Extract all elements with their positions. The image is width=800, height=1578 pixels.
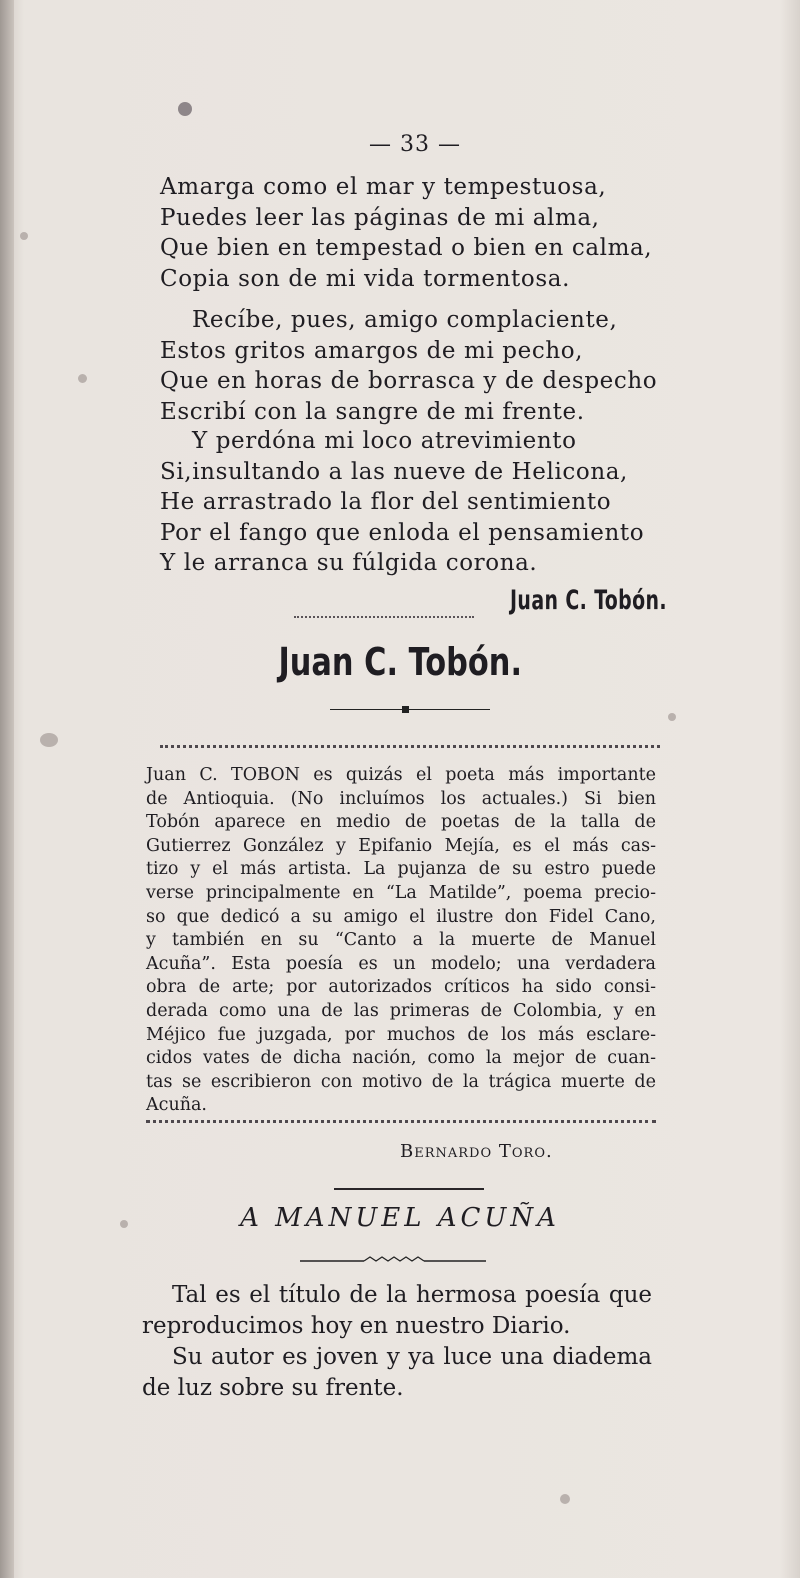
prose-line: Méjico fue juzgada, por muchos de los más esclare-	[146, 1024, 656, 1045]
poem-stanza-1	[160, 172, 652, 294]
biography-paragraph	[146, 764, 656, 1118]
wavy-divider-wave	[364, 1257, 424, 1261]
poem-line: Copia son de mi vida tormentosa.	[160, 265, 570, 292]
author-first-name: Bernardo	[400, 1141, 493, 1162]
article-line: Su autor es joven y ya luce una diadema	[172, 1344, 652, 1370]
paper-speck	[668, 713, 676, 721]
prose-line: y también en su “Canto a la muerte de Manuel	[146, 930, 656, 951]
poem-stanza-2	[160, 305, 657, 427]
paper-speck	[78, 374, 87, 383]
article-title: A MANUEL ACUÑA	[240, 1203, 560, 1233]
article-line: de luz sobre su frente.	[142, 1375, 404, 1401]
poem-line: Puedes leer las páginas de mi alma,	[160, 204, 600, 231]
poem-line: Recíbe, pues, amigo complaciente,	[192, 307, 618, 333]
biography-author	[400, 1141, 553, 1162]
page-number: — 33 —	[369, 132, 461, 157]
title-rule	[334, 1188, 484, 1190]
poem-line: Por el fango que enloda el pensamiento	[160, 519, 645, 546]
ornament-line-right	[409, 709, 490, 710]
prose-line: derada como una de las primeras de Colombia, y en	[146, 1000, 656, 1021]
dotted-divider	[294, 616, 474, 618]
section-heading	[0, 640, 800, 684]
prose-line: Juan C. TOBON es quizás el poeta más importante	[146, 765, 656, 785]
section-heading-text: Juan C. Tobón.	[278, 640, 522, 684]
dotted-line-bottom	[146, 1120, 656, 1123]
prose-line: tizo y el más artista. La pujanza de su estro puede	[146, 859, 656, 880]
author-last-name: Toro.	[498, 1141, 553, 1162]
prose-line: Gutierrez González y Epifanio Mejía, es el más cas-	[146, 835, 656, 856]
poem-line: Estos gritos amargos de mi pecho,	[160, 337, 584, 364]
poem-line: Amarga como el mar y tempestuosa,	[160, 174, 607, 200]
ornament-square	[402, 706, 409, 713]
paper-speck	[20, 232, 28, 240]
prose-line: obra de arte; por autorizados críticos ha sido consi-	[146, 977, 656, 998]
poem-stanza-3	[160, 426, 644, 579]
paper-speck	[40, 733, 58, 747]
ornament-divider	[330, 706, 490, 714]
poem-line: Y perdóna mi loco atrevimiento	[192, 428, 577, 454]
article-line: reproducimos hoy en nuestro Diario.	[142, 1313, 571, 1339]
poem-line: Y le arranca su fúlgida corona.	[160, 550, 538, 576]
poem-line: Escribí con la sangre de mi frente.	[160, 398, 585, 425]
paper-speck	[560, 1494, 570, 1504]
prose-line: Acuña”. Esta poesía es un modelo; una verdadera	[146, 953, 656, 974]
prose-line: Tobón aparece en medio de poetas de la talla de	[146, 812, 656, 833]
poem-signature: Juan C. Tobón.	[510, 585, 667, 616]
dotted-line-top	[160, 745, 660, 748]
poem-line: He arrastrado la flor del sentimiento	[160, 489, 612, 515]
prose-line: verse principalmente en “La Matilde”, poema precio-	[146, 882, 656, 903]
poem-line: Si,insultando a las nueve de Helicona,	[160, 458, 628, 485]
article-body	[142, 1280, 652, 1404]
paper-speck	[178, 102, 192, 116]
prose-line: Acuña.	[146, 1095, 207, 1116]
prose-line: cidos vates de dicha nación, como la mejor de cuan-	[146, 1048, 656, 1069]
prose-line: so que dedicó a su amigo el ilustre don Fidel Cano,	[146, 906, 656, 927]
article-line: Tal es el título de la hermosa poesía que	[172, 1282, 652, 1308]
wavy-divider	[300, 1255, 486, 1263]
prose-line: tas se escribieron con motivo de la trágica muerte de	[146, 1071, 656, 1092]
poem-line: Que en horas de borrasca y de despecho	[160, 368, 658, 394]
poem-line: Que bien en tempestad o bien en calma,	[160, 235, 653, 261]
ornament-line-left	[330, 709, 402, 710]
prose-line: de Antioquia. (No incluímos los actuales.) Si bien	[146, 788, 656, 809]
page-binding-edge	[0, 0, 14, 1578]
